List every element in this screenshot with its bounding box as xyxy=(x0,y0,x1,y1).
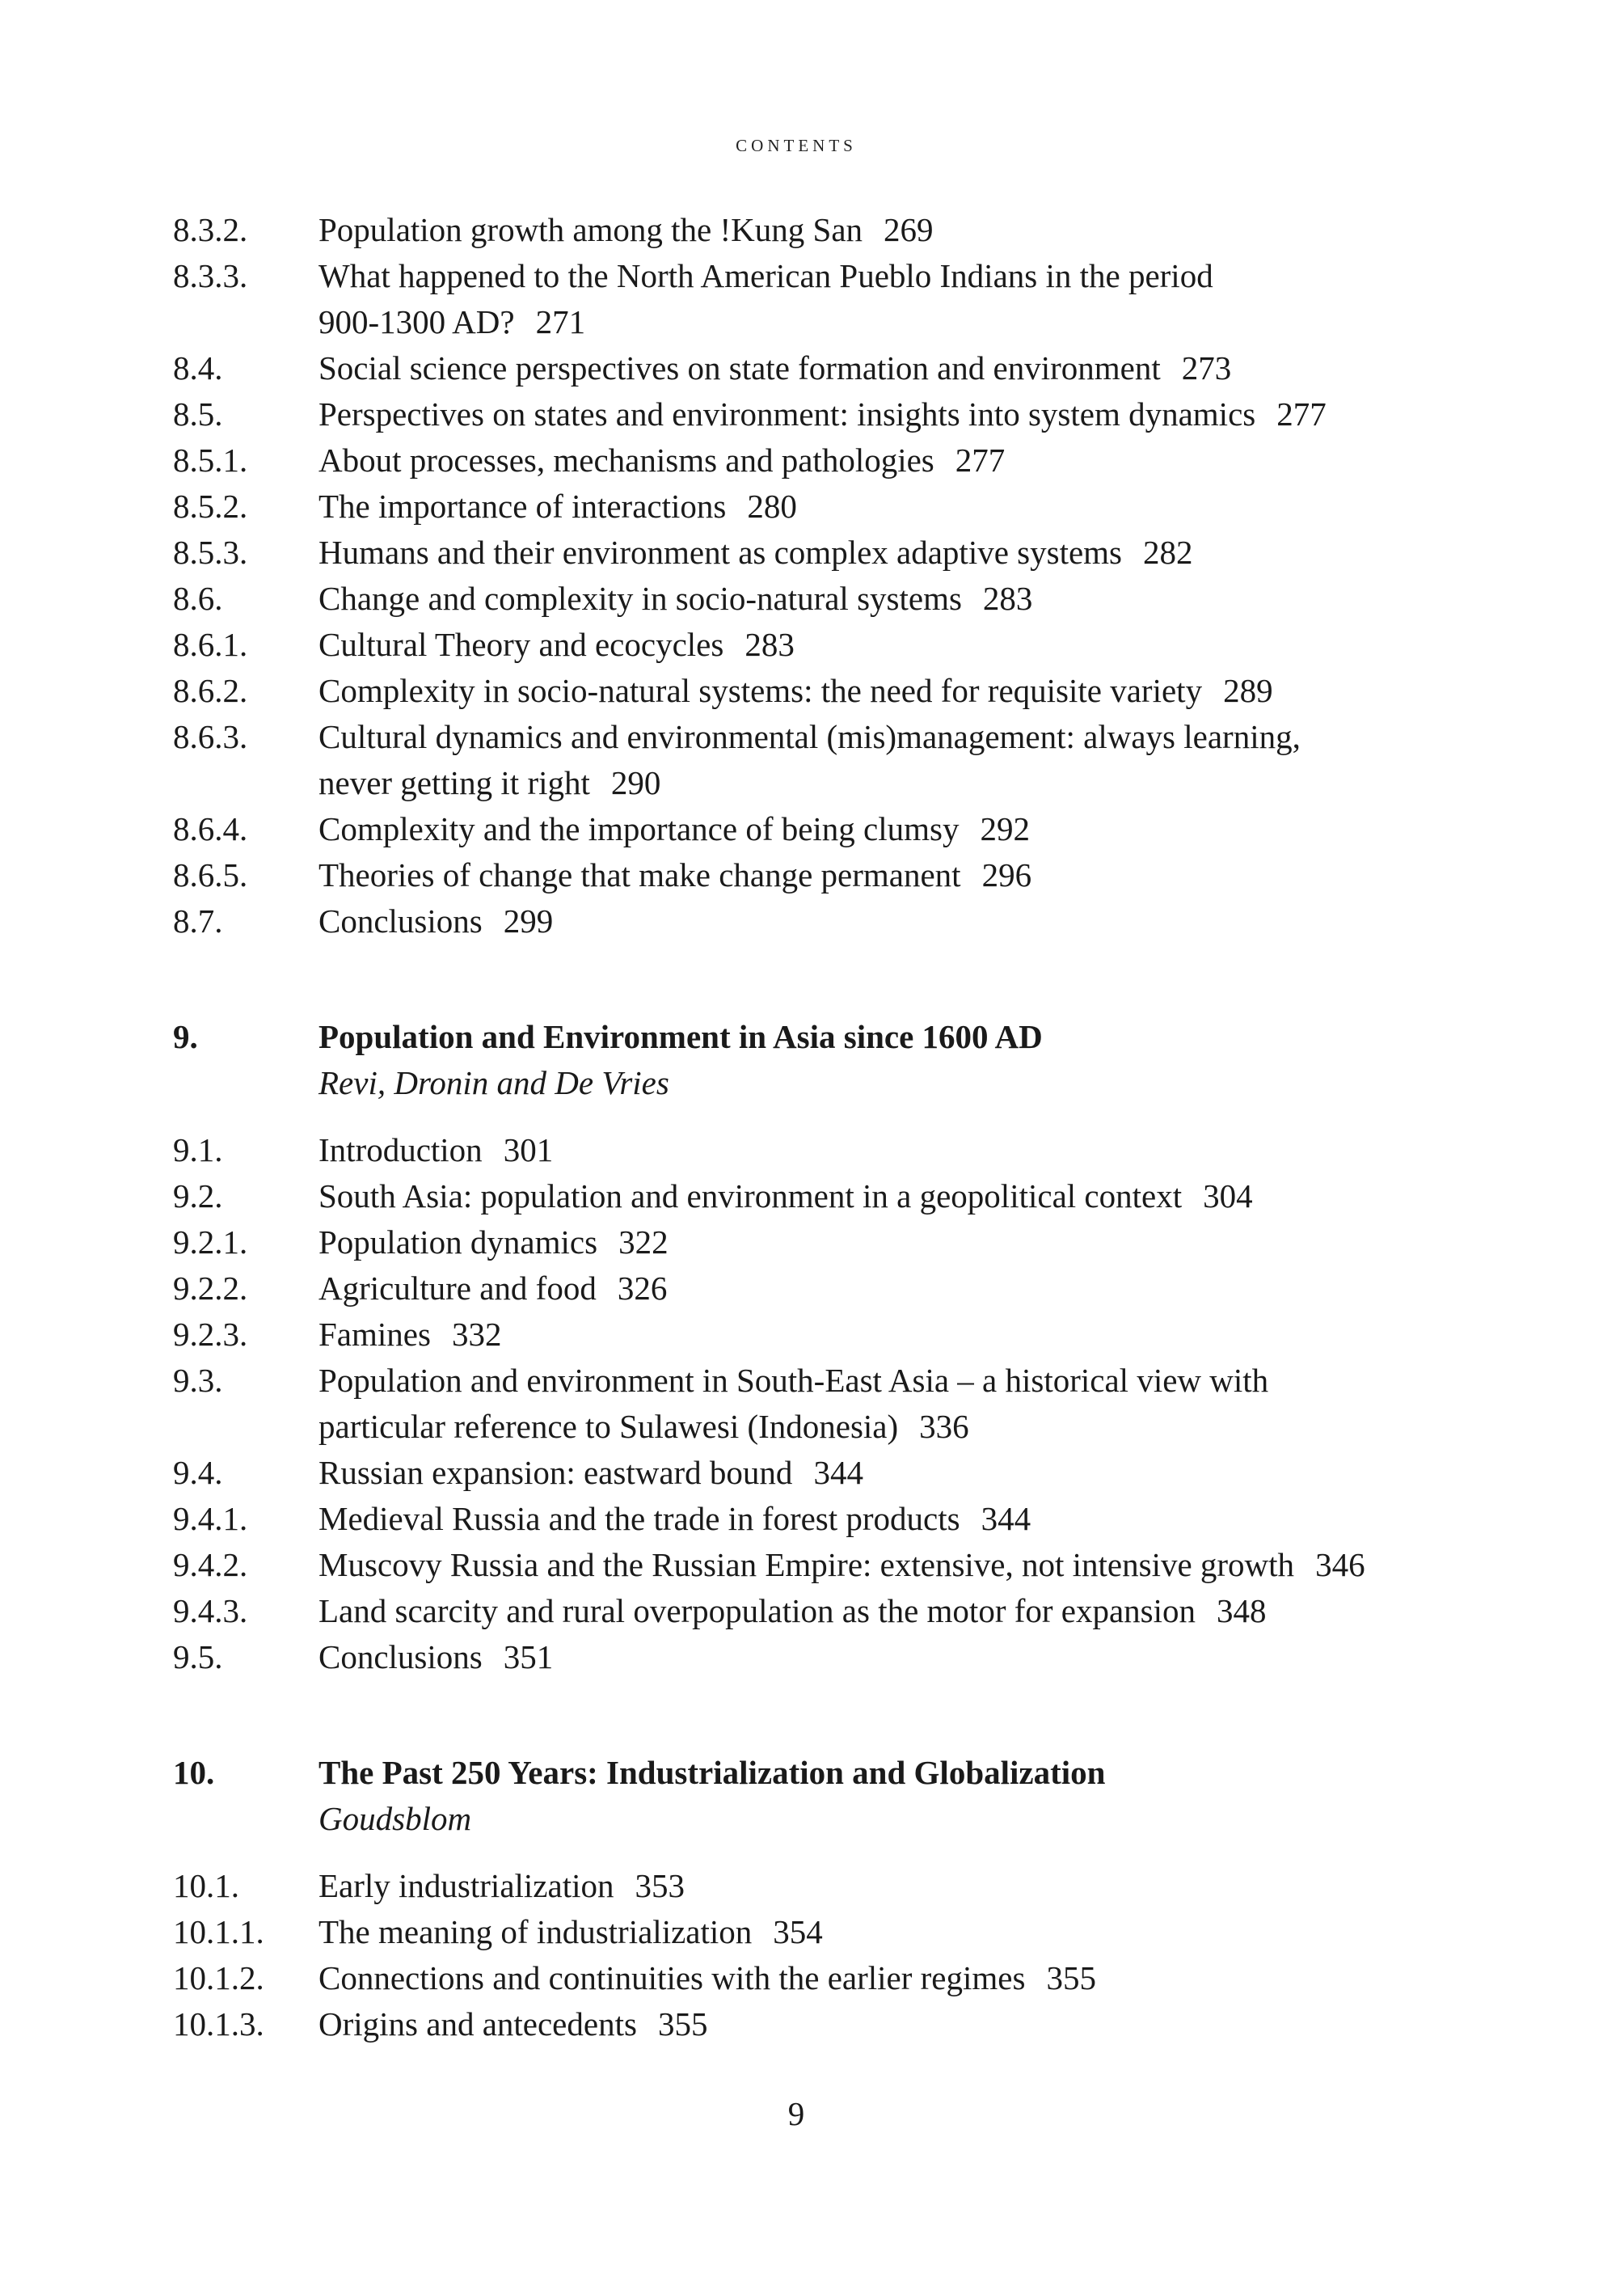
chapter-title: The Past 250 Years: Industrialization and Globalization xyxy=(318,1754,1106,1791)
toc-entry xyxy=(173,345,1499,391)
toc-entry-title xyxy=(318,1265,1499,1312)
toc-entry-title xyxy=(318,299,1499,345)
toc-entry xyxy=(173,1358,1499,1404)
toc-entry xyxy=(173,1450,1499,1496)
toc-entry-text: Medieval Russia and the trade in forest products xyxy=(318,1500,960,1537)
toc-entry-page: 354 xyxy=(773,1913,823,1950)
toc-entry xyxy=(173,760,1499,806)
toc-entry xyxy=(173,2001,1499,2047)
toc-entry-text: Social science perspectives on state formation and environment xyxy=(318,349,1161,387)
toc-entry-text: Complexity in socio-natural systems: the need for requisite variety xyxy=(318,672,1203,709)
toc-entry-page: 353 xyxy=(635,1867,685,1904)
toc-entry-number: 8.5.2. xyxy=(173,488,248,525)
spacer xyxy=(173,1842,1499,1863)
toc-entry-page: 332 xyxy=(451,1316,502,1353)
toc-entry-text: South Asia: population and environment in a geopolitical context xyxy=(318,1177,1183,1215)
chapter-title: Population and Environment in Asia since 1600 AD xyxy=(318,1018,1043,1055)
toc-entry-number: 10.1.3. xyxy=(173,2005,264,2043)
toc-entry-page: 355 xyxy=(1046,1959,1096,1996)
toc-entry-title xyxy=(318,668,1499,714)
toc-entry-title xyxy=(318,253,1499,299)
toc-entry-title xyxy=(318,806,1499,852)
toc-entry-text: Muscovy Russia and the Russian Empire: extensive, not intensive growth xyxy=(318,1546,1295,1583)
toc-entry-text: Agriculture and food xyxy=(318,1270,597,1307)
toc-entry xyxy=(173,1542,1499,1588)
spacer xyxy=(173,1106,1499,1127)
toc-entry-title xyxy=(318,898,1499,944)
toc-entry-number: 9.1. xyxy=(173,1131,223,1168)
toc-entry-title xyxy=(318,1127,1499,1173)
toc-entry-page: 326 xyxy=(617,1270,668,1307)
toc-entry-text: Change and complexity in socio-natural systems xyxy=(318,580,962,617)
toc-entry-page: 282 xyxy=(1143,534,1193,571)
toc-entry-number: 8.7. xyxy=(173,902,223,940)
toc-entry xyxy=(173,852,1499,898)
toc-entry-number: 8.3.3. xyxy=(173,257,248,294)
toc-entry-text: Population dynamics xyxy=(318,1223,598,1261)
toc-entry-title xyxy=(318,714,1499,760)
toc-entry-number: 9.4. xyxy=(173,1454,223,1491)
toc-entry-page: 277 xyxy=(955,441,1006,479)
toc-entry-text: Famines xyxy=(318,1316,431,1353)
toc-entry-number: 8.6.3. xyxy=(173,718,248,755)
table-of-contents xyxy=(173,207,1499,2047)
spacer xyxy=(173,944,1499,1014)
toc-entry-text: Cultural dynamics and environmental (mis)management: always learning, xyxy=(318,718,1301,755)
toc-entry-number: 9.2.1. xyxy=(173,1223,248,1261)
toc-entry-page: 346 xyxy=(1315,1546,1365,1583)
toc-entry-text: About processes, mechanisms and pathologies xyxy=(318,441,934,479)
toc-entry-page: 344 xyxy=(813,1454,863,1491)
toc-entry-title xyxy=(318,1496,1499,1542)
toc-entry xyxy=(173,1955,1499,2001)
chapter-authors-row xyxy=(173,1796,1499,1842)
toc-entry-title xyxy=(318,345,1499,391)
toc-entry-page: 269 xyxy=(884,211,934,248)
toc-entry-page: 344 xyxy=(981,1500,1031,1537)
toc-entry-title xyxy=(318,1955,1499,2001)
toc-entry xyxy=(173,484,1499,530)
toc-entry-title xyxy=(318,852,1499,898)
toc-entry-text: Conclusions xyxy=(318,1638,483,1675)
toc-entry xyxy=(173,299,1499,345)
toc-entry-title xyxy=(318,1219,1499,1265)
toc-entry-text: Cultural Theory and ecocycles xyxy=(318,626,724,663)
toc-entry-page: 351 xyxy=(503,1638,554,1675)
toc-entry-number: 8.5. xyxy=(173,395,223,433)
toc-entry-title xyxy=(318,1863,1499,1909)
toc-entry-text: Origins and antecedents xyxy=(318,2005,637,2043)
toc-entry-number: 8.6.2. xyxy=(173,672,248,709)
toc-entry-number: 8.4. xyxy=(173,349,223,387)
toc-entry-page: 301 xyxy=(503,1131,554,1168)
toc-entry-text: Land scarcity and rural overpopulation as the motor for expansion xyxy=(318,1592,1196,1629)
toc-entry xyxy=(173,1496,1499,1542)
toc-entry xyxy=(173,1219,1499,1265)
toc-entry-page: 289 xyxy=(1223,672,1273,709)
toc-entry-page: 304 xyxy=(1203,1177,1253,1215)
toc-entry-number: 9.2.3. xyxy=(173,1316,248,1353)
toc-entry-number: 9.5. xyxy=(173,1638,223,1675)
toc-entry xyxy=(173,1265,1499,1312)
chapter-number: 9. xyxy=(173,1018,198,1055)
toc-entry xyxy=(173,1312,1499,1358)
toc-entry-title xyxy=(318,1909,1499,1955)
toc-entry-text: never getting it right xyxy=(318,764,590,801)
toc-entry-text: 900-1300 AD? xyxy=(318,303,515,340)
toc-entry-title xyxy=(318,576,1499,622)
toc-entry-title xyxy=(318,530,1499,576)
spacer xyxy=(173,1680,1499,1750)
toc-entry-text: Complexity and the importance of being clumsy xyxy=(318,810,960,847)
toc-entry xyxy=(173,530,1499,576)
chapter-number: 10. xyxy=(173,1754,215,1791)
toc-entry xyxy=(173,1634,1499,1680)
toc-entry-page: 322 xyxy=(618,1223,669,1261)
toc-entry xyxy=(173,391,1499,437)
toc-entry-text: Early industrialization xyxy=(318,1867,614,1904)
chapter-heading xyxy=(173,1750,1499,1796)
toc-entry xyxy=(173,668,1499,714)
toc-entry-page: 290 xyxy=(610,764,661,801)
toc-entry-text: Theories of change that make change permanent xyxy=(318,856,961,894)
toc-entry-title xyxy=(318,622,1499,668)
toc-entry xyxy=(173,806,1499,852)
toc-entry-number: 9.4.1. xyxy=(173,1500,248,1537)
toc-entry-text: What happened to the North American Pueblo Indians in the period xyxy=(318,257,1213,294)
toc-entry-title xyxy=(318,1173,1499,1219)
toc-entry-page: 355 xyxy=(657,2005,708,2043)
toc-entry xyxy=(173,1863,1499,1909)
toc-entry-number: 10.1. xyxy=(173,1867,239,1904)
toc-entry-number: 8.6. xyxy=(173,580,223,617)
chapter-authors-row xyxy=(173,1060,1499,1106)
toc-entry-text: Humans and their environment as complex adaptive systems xyxy=(318,534,1123,571)
toc-entry-title xyxy=(318,1450,1499,1496)
toc-entry-number: 8.3.2. xyxy=(173,211,248,248)
chapter-10-list xyxy=(173,1863,1499,2047)
toc-entry-number: 9.3. xyxy=(173,1362,223,1399)
toc-entry-text: The meaning of industrialization xyxy=(318,1913,753,1950)
toc-entry-page: 299 xyxy=(503,902,554,940)
toc-entry xyxy=(173,437,1499,484)
toc-entry-title xyxy=(318,1634,1499,1680)
toc-entry-title xyxy=(318,2001,1499,2047)
toc-entry-page: 283 xyxy=(982,580,1033,617)
toc-entry-text: Russian expansion: eastward bound xyxy=(318,1454,793,1491)
toc-entry-title xyxy=(318,760,1499,806)
toc-entry-title xyxy=(318,1404,1499,1450)
toc-entry-page: 280 xyxy=(747,488,797,525)
toc-entry xyxy=(173,714,1499,760)
chapter-authors: Goudsblom xyxy=(318,1800,472,1837)
toc-entry-number: 9.4.2. xyxy=(173,1546,248,1583)
toc-entry xyxy=(173,576,1499,622)
toc-entry-title xyxy=(318,437,1499,484)
toc-entry-page: 283 xyxy=(745,626,795,663)
toc-entry xyxy=(173,1173,1499,1219)
chapter-authors: Revi, Dronin and De Vries xyxy=(318,1064,669,1101)
toc-entry-title xyxy=(318,207,1499,253)
toc-entry xyxy=(173,1909,1499,1955)
toc-entry xyxy=(173,253,1499,299)
chapter-heading xyxy=(173,1014,1499,1060)
section-8-list xyxy=(173,207,1499,944)
toc-entry-title xyxy=(318,1542,1499,1588)
toc-entry xyxy=(173,622,1499,668)
toc-entry-number: 10.1.2. xyxy=(173,1959,264,1996)
toc-entry-text: Population and environment in South-East Asia – a historical view with xyxy=(318,1362,1269,1399)
toc-entry-number: 8.6.5. xyxy=(173,856,248,894)
toc-entry-page: 277 xyxy=(1276,395,1327,433)
toc-entry-text: particular reference to Sulawesi (Indonesia) xyxy=(318,1408,899,1445)
toc-entry-title xyxy=(318,1312,1499,1358)
toc-entry-title xyxy=(318,1358,1499,1404)
toc-entry-page: 273 xyxy=(1181,349,1232,387)
toc-entry-page: 336 xyxy=(919,1408,969,1445)
toc-entry-number: 8.5.1. xyxy=(173,441,248,479)
toc-entry xyxy=(173,207,1499,253)
chapter-9-list xyxy=(173,1127,1499,1680)
toc-entry xyxy=(173,1404,1499,1450)
toc-entry-page: 292 xyxy=(980,810,1030,847)
toc-entry-page: 296 xyxy=(981,856,1032,894)
toc-entry xyxy=(173,1588,1499,1634)
toc-entry-number: 9.4.3. xyxy=(173,1592,248,1629)
toc-entry xyxy=(173,1127,1499,1173)
toc-entry-number: 10.1.1. xyxy=(173,1913,264,1950)
toc-entry xyxy=(173,898,1499,944)
toc-entry-title xyxy=(318,391,1499,437)
toc-entry-text: Introduction xyxy=(318,1131,483,1168)
page-number: 9 xyxy=(787,2095,805,2132)
toc-entry-title xyxy=(318,1588,1499,1634)
toc-entry-text: Conclusions xyxy=(318,902,483,940)
toc-entry-number: 8.6.4. xyxy=(173,810,248,847)
toc-entry-number: 9.2.2. xyxy=(173,1270,248,1307)
toc-entry-text: Connections and continuities with the earlier regimes xyxy=(318,1959,1026,1996)
toc-entry-number: 8.6.1. xyxy=(173,626,248,663)
toc-entry-text: Population growth among the !Kung San xyxy=(318,211,863,248)
toc-entry-text: Perspectives on states and environment: insights into system dynamics xyxy=(318,395,1256,433)
toc-entry-title xyxy=(318,484,1499,530)
toc-entry-number: 9.2. xyxy=(173,1177,223,1215)
running-head: CONTENTS xyxy=(736,136,857,155)
toc-entry-text: The importance of interactions xyxy=(318,488,727,525)
toc-entry-page: 348 xyxy=(1217,1592,1267,1629)
toc-entry-number: 8.5.3. xyxy=(173,534,248,571)
toc-entry-page: 271 xyxy=(535,303,586,340)
